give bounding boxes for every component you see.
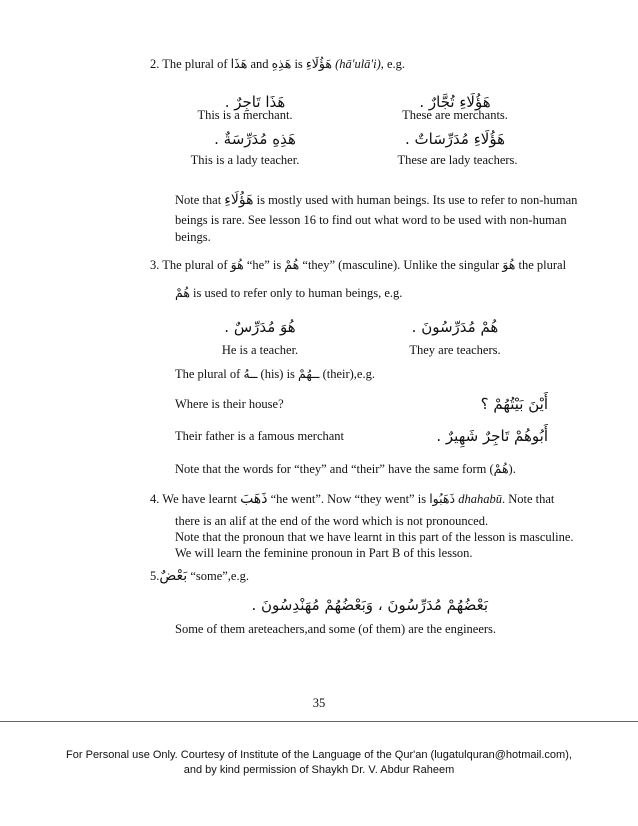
example-english: He is a teacher. — [221, 343, 299, 357]
note-line — [175, 192, 577, 208]
text: “he went”. Now “they went” is — [267, 492, 430, 506]
item-number: 5. — [150, 569, 160, 583]
item-number: 4. — [150, 492, 160, 506]
example-arabic: أَبُوهُمْ تَاجِرٌ شَهِيرٌ . — [436, 427, 548, 445]
text: and — [247, 57, 272, 71]
arabic-word: ذَهَبُوا — [429, 491, 456, 506]
text: . Note that — [501, 492, 555, 506]
example-arabic: هُوَ مُدَرِّسٌ . — [224, 318, 296, 336]
text: The plural of — [162, 258, 231, 272]
example-arabic: هُمْ مُدَرِّسُونَ . — [411, 318, 499, 336]
note-line: We will learn the feminine pronoun in Part B of this lesson. — [175, 546, 473, 560]
text: the plural — [515, 258, 567, 272]
example-english: These are merchants. — [402, 108, 508, 122]
arabic-word: هُمْ — [175, 285, 190, 300]
text: , e.g. — [380, 57, 406, 71]
arabic-word: هُوَ — [502, 257, 516, 272]
example-arabic: هَؤُلَاءِ تُجَّارٌ . — [419, 93, 491, 111]
item-number: 2. — [150, 57, 160, 71]
text: “some”,e.g. — [187, 569, 249, 583]
text: Note that the words for “they” and “their” have the same form ( — [175, 462, 494, 476]
item-2-line — [150, 56, 405, 72]
arabic-word: ذَهَبَ — [240, 491, 268, 507]
arabic-word: هَؤُلَاءِ — [224, 192, 254, 208]
arabic-word: هَذَا — [230, 56, 248, 71]
item-3-line — [175, 285, 402, 301]
transliteration: dhahabū — [455, 492, 502, 506]
note-line — [175, 461, 516, 477]
text: The plural of — [175, 367, 244, 381]
example-english: Where is their house? — [175, 397, 284, 411]
example-english: Some of them areteachers,and some (of them) are the engineers. — [175, 622, 497, 636]
example-arabic: بَعْضُهُمْ مُدَرِّسُونَ ، وَبَعْضُهُمْ مُهَنْدِسُونَ . — [251, 596, 488, 614]
example-english: These are lady teachers. — [397, 153, 518, 167]
text: (his) is — [257, 367, 299, 381]
text: is — [291, 57, 306, 71]
arabic-word: هُمْ — [493, 461, 509, 476]
example-arabic: أَيْنَ بَيْتُهُمْ ؟ — [480, 395, 548, 413]
example-arabic: هَؤُلَاءِ مُدَرِّسَاتٌ . — [405, 130, 505, 148]
note-line: beings is rare. See lesson 16 to find out what word to be used with non-human — [175, 213, 567, 227]
text: is mostly used with human beings. Its use to refer to non-human — [253, 193, 578, 207]
item-4-line — [150, 491, 554, 507]
arabic-word: هَذِهِ — [271, 56, 292, 71]
example-arabic: هَذَا تَاجِرٌ . — [224, 93, 286, 111]
footer-line: For Personal use Only. Courtesy of Institute of the Language of the Qur'an (lugatulquran@hotmail.com), — [66, 749, 572, 761]
transliteration: (hā'ulā'i) — [331, 57, 381, 71]
example-english: They are teachers. — [409, 343, 501, 357]
arabic-word: ــهُ — [243, 366, 258, 381]
arabic-word: ــهُمْ — [298, 366, 320, 381]
example-arabic: هَذِهِ مُدَرِّسَةٌ . — [214, 130, 296, 148]
arabic-word: هَؤُلَاءِ — [305, 56, 332, 71]
footer-line: and by kind permission of Shaykh Dr. V. Abdur Raheem — [183, 764, 455, 776]
example-english: Their father is a famous merchant — [175, 429, 345, 443]
note-line: Note that the pronoun that we have learnt in this part of the lesson is masculine. — [175, 530, 574, 544]
note-line: beings. — [175, 230, 211, 244]
arabic-word: هُمْ — [284, 257, 300, 272]
text: ). — [508, 462, 516, 476]
text: (their),e.g. — [319, 367, 375, 381]
item-3-line — [150, 257, 566, 273]
arabic-word: بَعْضٌ — [159, 568, 188, 584]
text: is used to refer only to human beings, e.g. — [189, 286, 403, 300]
possessive-line — [175, 366, 375, 382]
example-english: This is a merchant. — [197, 108, 293, 122]
arabic-word: هُوَ — [230, 257, 244, 272]
example-english: This is a lady teacher. — [190, 153, 300, 167]
item-number: 3. — [150, 258, 160, 272]
text: Note that — [175, 193, 225, 207]
text: “they” (masculine). Unlike the singular — [299, 258, 503, 272]
text: “he” is — [243, 258, 285, 272]
text: We have learnt — [162, 492, 241, 506]
footer-divider — [0, 721, 638, 722]
item-5-line — [150, 568, 249, 584]
note-line: there is an alif at the end of the word which is not pronounced. — [175, 514, 489, 528]
page-number: 35 — [312, 696, 326, 710]
text: The plural of — [162, 57, 231, 71]
